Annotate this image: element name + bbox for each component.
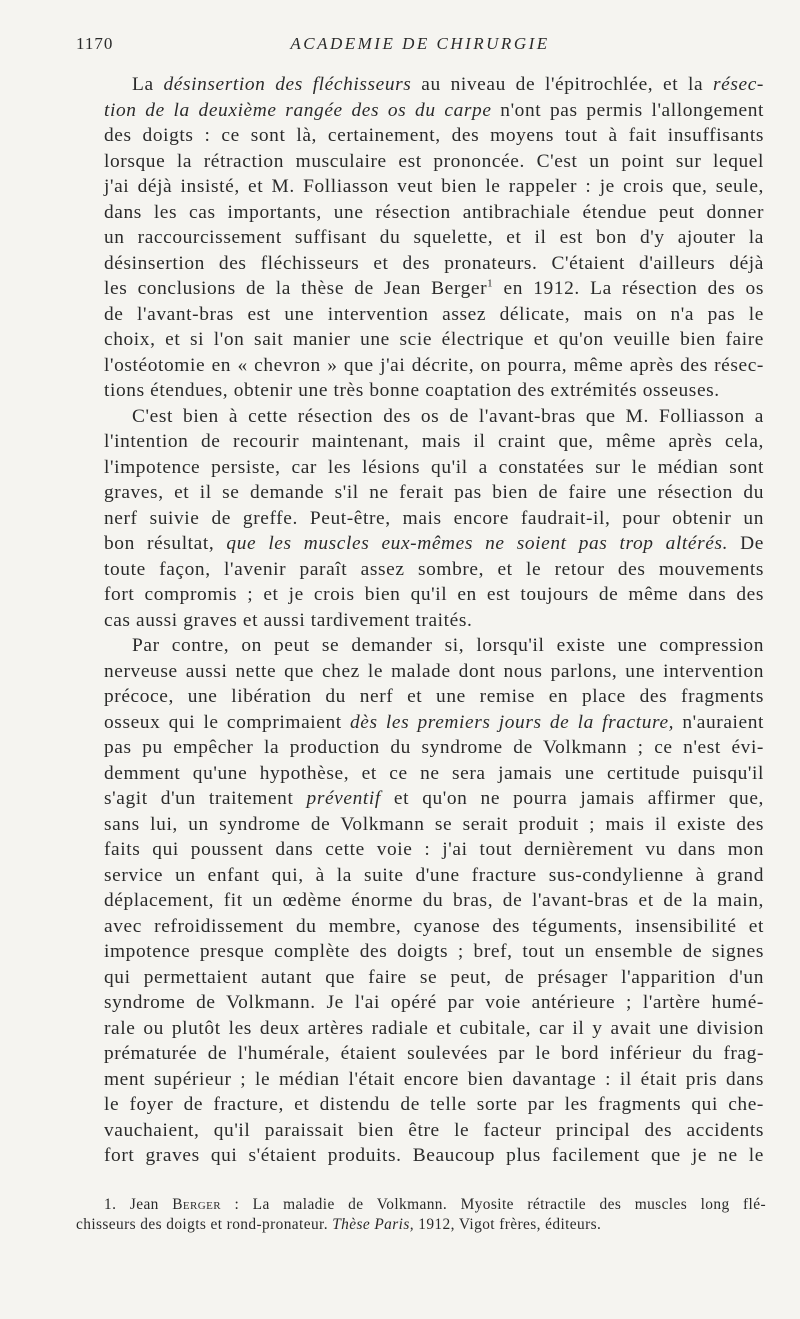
text-run: sans lui, un syndrome de Volkmann se serait produit ; mais il existe des bbox=[104, 813, 764, 835]
text-line bbox=[76, 123, 764, 149]
italic-text: résec- bbox=[713, 74, 764, 95]
text-run: l'intention de recourir maintenant, mais il craint que, même après cela, bbox=[104, 431, 764, 452]
text-run: De bbox=[728, 533, 764, 554]
italic-text: préventif bbox=[306, 788, 381, 809]
text-run: osseux qui le comprimaient bbox=[104, 711, 351, 733]
text-run: avec refroidissement du membre, cyanose des téguments, insensibilité et bbox=[104, 915, 764, 937]
text-line bbox=[76, 251, 764, 277]
text-line bbox=[76, 225, 764, 251]
text-run: Berger bbox=[172, 1196, 221, 1213]
text-line bbox=[76, 276, 764, 302]
text-line bbox=[76, 710, 764, 736]
text-run: C'est bien à cette résection des os de l'avant-bras que M. Folliasson a bbox=[132, 405, 764, 427]
italic-text: Thèse Paris, bbox=[332, 1216, 414, 1233]
text-run: demment qu'une hypothèse, et ce ne sera jamais une certitude puisqu'il bbox=[104, 762, 764, 784]
text-line bbox=[76, 480, 764, 506]
text-run: et qu'on ne pourra jamais affirmer que, bbox=[380, 788, 764, 809]
text-run: n'ont pas permis l'allongement bbox=[491, 99, 764, 121]
text-run: graves, et il se demande s'il ne ferait pas bien de faire une résection du bbox=[104, 482, 764, 503]
text-run: pas pu empêcher la production du syndrome de Volkmann ; ce n'est évi- bbox=[104, 737, 764, 758]
text-run: des doigts : ce sont là, certainement, des moyens tout à fait insuffisants bbox=[104, 125, 764, 146]
text-line bbox=[76, 863, 764, 889]
text-run: de l'avant-bras est une intervention assez délicate, mais on n'a pas le bbox=[104, 303, 764, 325]
text-run: en 1912. La résection des os bbox=[493, 278, 764, 299]
text-line bbox=[76, 1092, 764, 1118]
text-run: fort graves qui s'étaient produits. Beaucoup plus facilement que je ne le bbox=[104, 1145, 764, 1166]
body-text bbox=[76, 72, 764, 1169]
footnote-ref: 1 bbox=[487, 277, 494, 290]
text-line bbox=[76, 1215, 766, 1235]
text-run: La bbox=[132, 74, 164, 95]
text-line bbox=[76, 149, 764, 175]
text-run: tions étendues, obtenir une très bonne coaptation des extrémités osseuses. bbox=[104, 380, 720, 401]
text-run: déplacement, fit un œdème énorme du bras, de l'avant-bras et de la main, bbox=[104, 890, 764, 911]
text-run: rale ou plutôt les deux artères radiale et cubitale, car il y avait une division bbox=[104, 1017, 764, 1039]
page-number: 1170 bbox=[76, 34, 114, 53]
text-line bbox=[76, 837, 764, 863]
text-run: précoce, une libération du nerf et une remise en place des fragments bbox=[104, 686, 764, 707]
text-run: impotence presque complète des doigts ; bref, tout un ensemble de signes bbox=[104, 941, 764, 962]
text-line bbox=[76, 761, 764, 787]
text-line bbox=[76, 1118, 764, 1144]
text-run: nerf suivie de greffe. Peut-être, mais encore faudrait-il, pour obtenir un bbox=[104, 507, 764, 529]
text-run: choix, et si l'on sait manier une scie électrique et qu'on veuille bien faire bbox=[104, 329, 764, 350]
italic-text: désinsertion des fléchisseurs bbox=[163, 74, 412, 95]
text-line bbox=[76, 1195, 766, 1215]
text-line bbox=[76, 786, 764, 812]
text-run: le foyer de fracture, et distendu de telle sorte par les fragments qui che- bbox=[104, 1094, 764, 1115]
text-line bbox=[76, 812, 764, 838]
text-run: lorsque la rétraction musculaire est prononcée. C'est un point sur lequel bbox=[104, 150, 764, 172]
page-header bbox=[76, 34, 764, 56]
text-line bbox=[76, 506, 764, 532]
italic-text: que les muscles eux-mêmes ne soient pas trop altérés. bbox=[226, 533, 729, 554]
text-run: vauchaient, qu'il paraissait bien être le facteur principal des accidents bbox=[104, 1119, 764, 1141]
text-run: 1. Jean bbox=[104, 1196, 173, 1213]
text-run: l'ostéotomie en « chevron » que j'ai décrite, on pourra, même après des résec- bbox=[104, 354, 764, 376]
text-line bbox=[76, 735, 764, 761]
text-line bbox=[76, 1041, 764, 1067]
text-line bbox=[76, 939, 764, 965]
text-line bbox=[76, 557, 764, 583]
italic-text: tion de la deuxième rangée des os du carpe bbox=[104, 99, 492, 121]
text-run: 1912, Vigot frères, éditeurs. bbox=[413, 1216, 602, 1233]
text-line bbox=[76, 378, 764, 404]
text-run: dans les cas importants, une résection antibrachiale étendue peut donner bbox=[104, 201, 764, 223]
text-run: service un enfant qui, à la suite d'une fracture sus-condylienne à grand bbox=[104, 864, 764, 886]
text-run: : La maladie de Volkmann. Myosite rétractile des muscles long flé- bbox=[221, 1196, 766, 1213]
text-run: prématurée de l'humérale, étaient soulevées par le bord inférieur du frag- bbox=[104, 1043, 764, 1064]
text-line bbox=[76, 531, 764, 557]
paragraph bbox=[76, 404, 764, 634]
text-run: Par contre, on peut se demander si, lorsqu'il existe une compression bbox=[132, 635, 764, 656]
text-line bbox=[76, 98, 764, 124]
text-run: syndrome de Volkmann. Je l'ai opéré par voie antérieure ; l'artère humé- bbox=[104, 992, 764, 1013]
text-line bbox=[76, 1143, 764, 1169]
text-run: cas aussi graves et aussi tardivement traités. bbox=[104, 609, 473, 631]
paragraph bbox=[76, 72, 764, 404]
text-run: s'agit d'un traitement bbox=[104, 788, 307, 809]
text-run: toute façon, l'avenir paraît assez sombre, et le retour des mouvements bbox=[104, 558, 764, 580]
text-line bbox=[76, 200, 764, 226]
footnote bbox=[76, 1195, 766, 1235]
text-line bbox=[76, 327, 764, 353]
text-line bbox=[76, 608, 764, 634]
text-line bbox=[76, 174, 764, 200]
text-run: l'impotence persiste, car les lésions qu'il a constatées sur le médian sont bbox=[104, 456, 764, 478]
text-line bbox=[76, 1016, 764, 1042]
text-run: nerveuse aussi nette que chez le malade dont nous parlons, une intervention bbox=[104, 660, 764, 682]
text-line bbox=[76, 302, 764, 328]
paragraph bbox=[76, 633, 764, 1169]
text-line bbox=[76, 1067, 764, 1093]
text-line bbox=[76, 582, 764, 608]
text-run: faits qui poussent dans cette voie : j'ai tout dernièrement vu dans mon bbox=[104, 839, 764, 860]
text-run: au niveau de l'épitrochlée, et la bbox=[411, 74, 714, 95]
text-line bbox=[76, 659, 764, 685]
text-line bbox=[76, 455, 764, 481]
text-run: les conclusions de la thèse de Jean Berger bbox=[104, 278, 488, 299]
text-line bbox=[76, 684, 764, 710]
text-line bbox=[76, 990, 764, 1016]
text-run: fort compromis ; et je crois bien qu'il en est toujours de même dans des bbox=[104, 584, 764, 605]
text-line bbox=[76, 404, 764, 430]
text-line bbox=[76, 888, 764, 914]
italic-text: dès les premiers jours de la fracture, bbox=[350, 711, 675, 733]
text-line bbox=[76, 72, 764, 98]
text-run: ment supérieur ; le médian l'était encore bien davantage : il était pris dans bbox=[104, 1068, 764, 1090]
text-run: bon résultat, bbox=[104, 533, 227, 554]
running-title: ACADEMIE DE CHIRURGIE bbox=[290, 34, 550, 53]
text-run: n'auraient bbox=[674, 711, 764, 733]
text-line bbox=[76, 965, 764, 991]
text-run: chisseurs des doigts et rond-pronateur. bbox=[76, 1216, 333, 1233]
text-line bbox=[76, 429, 764, 455]
text-line bbox=[76, 914, 764, 940]
text-run: désinsertion des fléchisseurs et des pronateurs. C'étaient d'ailleurs déjà bbox=[104, 252, 764, 274]
text-run: j'ai déjà insisté, et M. Folliasson veut bien le rappeler : je crois que, seule, bbox=[104, 176, 764, 197]
text-run: qui permettaient autant que faire se peut, de présager l'apparition d'un bbox=[104, 966, 764, 988]
text-line bbox=[76, 633, 764, 659]
text-run: un raccourcissement suffisant du squelette, et il est bon d'y ajouter la bbox=[104, 227, 764, 248]
text-line bbox=[76, 353, 764, 379]
